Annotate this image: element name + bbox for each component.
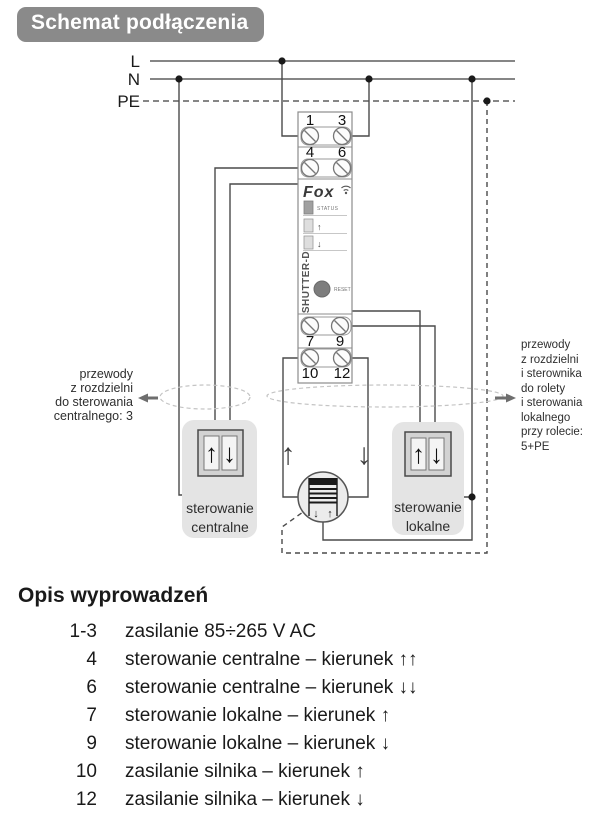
- down-arrow-icon: ↓: [313, 508, 319, 520]
- down-led-label: ↓: [317, 239, 322, 249]
- legend-row: [0, 646, 600, 674]
- down-led: [304, 236, 313, 249]
- right-note-line: i sterownika: [521, 368, 582, 380]
- terminal-label-9: 9: [335, 333, 345, 350]
- left-note-line: przewody: [79, 367, 133, 381]
- wire-N-to-3: [352, 79, 369, 136]
- terminal-label-6: 6: [337, 144, 347, 161]
- status-led: [304, 201, 313, 214]
- legend-row: [0, 786, 600, 814]
- bus-label-pe: PE: [117, 92, 140, 111]
- legend-row: [0, 758, 600, 786]
- terminal-screw-9: [332, 318, 349, 335]
- legend-row: [0, 730, 600, 758]
- local-control-label-1: sterowanie: [394, 499, 462, 515]
- status-led-label: STATUS: [317, 206, 339, 212]
- legend-row: [0, 702, 600, 730]
- up-led-label: ↑: [317, 222, 322, 232]
- central-control-label-1: sterowanie: [186, 500, 254, 516]
- bus-label-n: N: [127, 70, 140, 89]
- down-arrow-icon: ↓: [430, 439, 443, 469]
- legend-desc: zasilanie silnika – kierunek ↓: [125, 789, 365, 810]
- legend-pin: 1-3: [69, 621, 97, 642]
- legend-heading: Opis wyprowadzeń: [18, 584, 209, 607]
- terminal-label-1: 1: [305, 112, 315, 129]
- legend-desc: zasilanie silnika – kierunek ↑: [125, 761, 365, 782]
- legend-row: [0, 618, 600, 646]
- terminal-label-12: 12: [333, 365, 351, 382]
- bus-label-l: L: [130, 52, 140, 71]
- terminal-label-7: 7: [305, 333, 315, 350]
- terminal-screw-3: [334, 128, 351, 145]
- fox-logo: Fox: [303, 184, 335, 201]
- left-note-line: do sterowania: [55, 395, 133, 409]
- bus-labels: [117, 52, 140, 111]
- up-arrow-icon: ↑: [327, 508, 333, 520]
- junction-dot: [365, 75, 372, 82]
- up-led: [304, 219, 313, 232]
- down-arrow-icon: ↓: [223, 438, 236, 468]
- terminal-screw-1: [302, 128, 319, 145]
- up-arrow-icon: ↑: [205, 438, 218, 468]
- model-label: SHUTTER-D: [301, 250, 312, 314]
- wire-4-to-central: [215, 168, 301, 431]
- terminal-label-4: 4: [305, 144, 315, 161]
- right-note-line: i sterowania: [521, 397, 583, 409]
- legend-desc: sterowanie centralne – kierunek ↓↓: [125, 677, 418, 698]
- left-wires-ellipse: [160, 385, 250, 409]
- right-note: [521, 339, 583, 453]
- junction-dot: [175, 75, 182, 82]
- legend-pin: 4: [86, 649, 97, 670]
- left-note: [54, 367, 134, 423]
- up-direction-arrow: ↑: [280, 438, 296, 471]
- junction-dot: [483, 97, 490, 104]
- local-control: [392, 422, 464, 535]
- wire-L-to-1: [282, 61, 300, 136]
- terminal-screw-12: [334, 350, 351, 367]
- legend-pin: 10: [75, 761, 97, 782]
- right-note-line: lokalnego: [521, 412, 571, 424]
- terminal-label-3: 3: [337, 112, 347, 129]
- up-arrow-icon: ↑: [412, 439, 425, 469]
- central-control-label-2: centralne: [191, 519, 249, 535]
- local-control-label-2: lokalne: [405, 518, 451, 534]
- legend-desc: sterowanie lokalne – kierunek ↑: [125, 705, 391, 726]
- right-note-line: 5+PE: [521, 441, 550, 453]
- terminal-screw-6: [334, 160, 351, 177]
- shutter-module: [298, 112, 352, 383]
- legend-desc: zasilanie 85÷265 V AC: [125, 621, 317, 642]
- legend: [0, 578, 600, 814]
- right-note-line: przewody: [521, 339, 571, 351]
- right-note-line: do rolety: [521, 383, 566, 395]
- wire-9-to-local: [349, 326, 435, 433]
- legend-pin: 7: [86, 705, 97, 726]
- legend-desc: sterowanie centralne – kierunek ↑↑: [125, 649, 418, 670]
- legend-desc: sterowanie lokalne – kierunek ↓: [125, 733, 391, 754]
- terminal-screw-10: [302, 350, 319, 367]
- legend-pin: 12: [75, 789, 97, 810]
- left-note-arrow: [138, 394, 158, 403]
- right-note-line: przy rolecie:: [521, 426, 583, 438]
- junction-dot: [468, 493, 475, 500]
- right-note-arrow: [495, 394, 516, 403]
- down-direction-arrow: ↓: [356, 438, 372, 471]
- legend-pin: 9: [86, 733, 97, 754]
- junction-dot: [468, 75, 475, 82]
- legend-pin: 6: [86, 677, 97, 698]
- power-bus: [143, 61, 515, 101]
- terminal-screw-7: [302, 318, 319, 335]
- diagram-title: Schemat podłączenia: [17, 7, 264, 42]
- reset-label: RESET: [334, 287, 351, 293]
- left-note-line: z rozdzielni: [70, 381, 133, 395]
- right-note-line: z rozdzielni: [521, 354, 579, 366]
- left-note-line: centralnego: 3: [53, 409, 133, 423]
- terminal-label-10: 10: [301, 365, 319, 382]
- junction-dot: [278, 57, 285, 64]
- terminal-screw-4: [302, 160, 319, 177]
- motor-symbol: [298, 472, 348, 522]
- central-control: [182, 420, 257, 538]
- legend-row: [0, 674, 600, 702]
- reset-button: [314, 281, 330, 297]
- right-wires-ellipse: [267, 385, 503, 407]
